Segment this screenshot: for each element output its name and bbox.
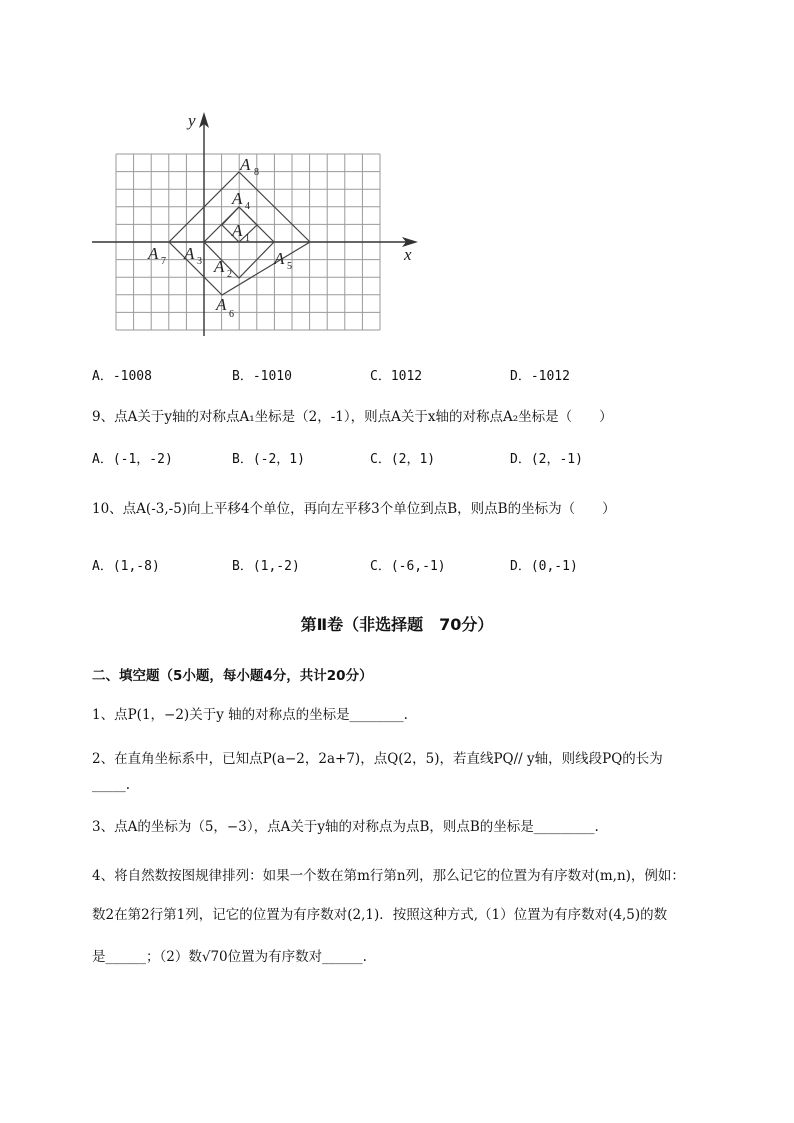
fill-question-1: 1、点P(1，−2)关于y 轴的对称点的坐标是________. bbox=[92, 707, 408, 723]
section-title: 第Ⅱ卷（非选择题 70分） bbox=[300, 615, 494, 634]
q8-option-d: D．-1012 bbox=[510, 369, 570, 384]
svg-text:A: A bbox=[216, 295, 227, 314]
svg-text:5: 5 bbox=[287, 261, 292, 272]
q9-text: 9、点A关于y轴的对称点A₁坐标是（2，-1），则点A关于x轴的对称点A₂坐标是（ ） bbox=[92, 409, 613, 425]
fill-question-2-line1: 2、在直角坐标系中，已知点P(a−2，2a+7)，点Q(2，5)，若直线PQ// y轴，则线段PQ的长为 bbox=[92, 751, 663, 767]
svg-text:3: 3 bbox=[197, 256, 202, 267]
svg-text:A: A bbox=[274, 249, 285, 268]
svg-text:8: 8 bbox=[254, 167, 259, 178]
q8-option-b: B．-1010 bbox=[232, 369, 292, 384]
q9-option-b: B．(-2，1) bbox=[232, 452, 305, 467]
svg-text:1: 1 bbox=[245, 233, 250, 244]
q8-option-c: C．1012 bbox=[370, 369, 423, 384]
fill-question-3: 3、点A的坐标为（5，−3），点A关于y轴的对称点为点B，则点B的坐标是_________. bbox=[92, 819, 599, 835]
svg-text:A: A bbox=[240, 155, 251, 174]
q9-option-d: D．(2，-1) bbox=[510, 452, 583, 467]
svg-text:A: A bbox=[184, 244, 195, 263]
coordinate-grid-svg bbox=[88, 104, 428, 340]
svg-text:2: 2 bbox=[227, 269, 232, 280]
svg-text:6: 6 bbox=[229, 309, 234, 320]
point-label-a5 bbox=[273, 249, 292, 272]
q10-option-c: C．(-6,-1) bbox=[370, 559, 446, 574]
y-axis-label: y bbox=[188, 111, 196, 130]
x-axis-label: x bbox=[404, 245, 412, 264]
point-label-a3 bbox=[183, 244, 202, 267]
fill-question-4-line2: 数2在第2行第1列，记它的位置为有序数对(2,1)．按照这种方式,（1）位置为有序数对(4,5)的数 bbox=[92, 907, 668, 923]
q8-option-a: A．-1008 bbox=[92, 369, 152, 384]
svg-text:A: A bbox=[148, 244, 159, 263]
coordinate-figure bbox=[88, 104, 428, 340]
point-label-a6 bbox=[215, 295, 234, 320]
point-label-a2 bbox=[213, 257, 232, 280]
section-heading: 二、填空题（5小题，每小题4分，共计20分） bbox=[92, 668, 373, 684]
svg-text:A: A bbox=[232, 189, 243, 208]
q10-option-a: A．(1,-8) bbox=[92, 559, 160, 574]
fill-question-4-line1: 4、将自然数按图规律排列：如果一个数在第m行第n列，那么记它的位置为有序数对(m,n)，例如： bbox=[92, 868, 685, 884]
svg-text:4: 4 bbox=[245, 201, 250, 212]
q9-option-c: C．(2，1) bbox=[370, 452, 436, 467]
fill-question-2-line2: _____. bbox=[92, 777, 131, 793]
svg-text:A: A bbox=[214, 257, 225, 276]
svg-text:A: A bbox=[232, 221, 243, 240]
svg-text:7: 7 bbox=[161, 256, 166, 267]
fill-question-4-line3: 是______；（2）数√70位置为有序数对______. bbox=[92, 949, 367, 965]
point-label-a7 bbox=[147, 244, 166, 267]
q10-option-d: D．(0,-1) bbox=[510, 559, 578, 574]
q10-option-b: B．(1,-2) bbox=[232, 559, 300, 574]
q10-text: 10、点A(-3,-5)向上平移4个单位，再向左平移3个单位到点B，则点B的坐标为（ ） bbox=[92, 501, 616, 517]
q9-option-a: A．(-1，-2) bbox=[92, 452, 173, 467]
